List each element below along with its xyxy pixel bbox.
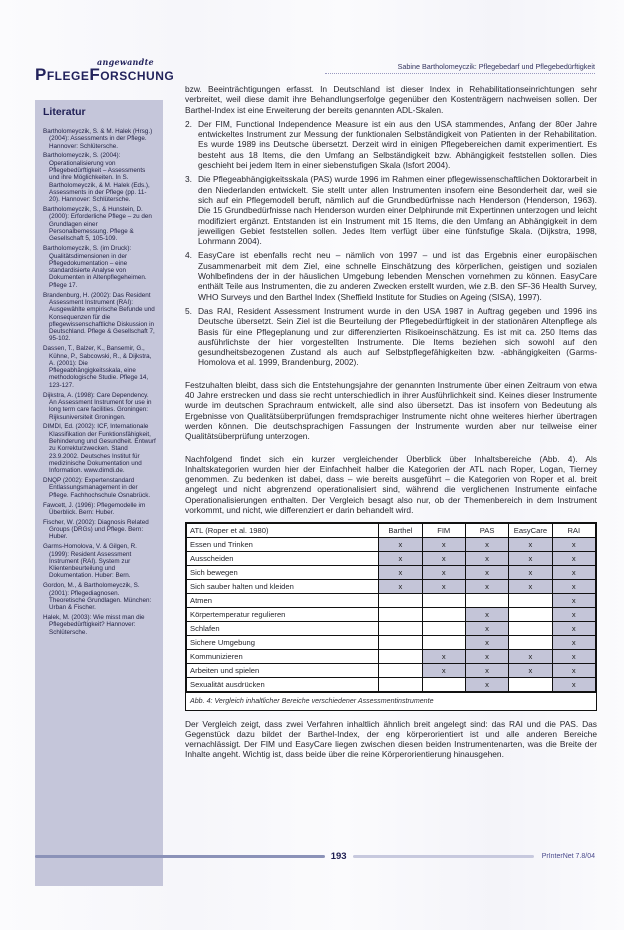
mark-cell-empty bbox=[379, 622, 422, 636]
mark-cell-checked: x bbox=[552, 650, 595, 664]
row-label: Ausscheiden bbox=[187, 552, 379, 566]
item-number: 5. bbox=[185, 305, 192, 316]
mark-cell-checked: x bbox=[465, 608, 508, 622]
numbered-item bbox=[185, 306, 597, 368]
table-row bbox=[187, 608, 596, 622]
mark-cell-empty bbox=[379, 594, 422, 608]
mark-cell-checked: x bbox=[465, 566, 508, 580]
reference-item: Bartholomeyczik, S., & Hunstein, D. (2000): Erforderliche Pflege – zu den Grundlagen einer Personalbemessung. Pflege & Gesellschaft 5, 105-109. bbox=[43, 206, 152, 243]
mark-cell-empty bbox=[465, 594, 508, 608]
table-row bbox=[187, 538, 596, 552]
mark-cell-empty bbox=[422, 594, 465, 608]
mark-cell-checked: x bbox=[422, 580, 465, 594]
row-label: Kommunizieren bbox=[187, 650, 379, 664]
reference-item: DNQP (2002): Expertenstandard Entlassungsmanagement in der Pflege. Fachhochschule Osnabrück. bbox=[43, 477, 151, 499]
mark-cell-checked: x bbox=[465, 552, 508, 566]
reference-item: Bartholomeyczik, S. & M. Halek (Hrsg.) (2004): Assessments in der Pflege. Hannover: Schlütersche. bbox=[43, 128, 153, 150]
mark-cell-checked: x bbox=[422, 650, 465, 664]
item-text: Der FIM, Functional Independence Measure ist ein aus den USA stammendes, Anfang der 80er Jahre entwickeltes Instrument zur Messung der funktionalen Selbständigkeit von Patienten in der Rehabilitation. Es wurde 1989 ins Deutsche übersetzt. Derzeit wird in einigen Pflegebereichen damit experimentiert. Es besteht aus 18 Items, die den Umfang an Selbständigkeit bzw. Abhängigkeit feststellen sollen. Dies geschieht bei jedem Item in einer siebenstufigen Skala (Isfort 2004). bbox=[198, 118, 597, 171]
row-label: Sich sauber halten und kleiden bbox=[187, 580, 379, 594]
mark-cell-checked: x bbox=[379, 552, 422, 566]
item-number: 2. bbox=[185, 118, 192, 129]
literature-sidebar bbox=[35, 100, 163, 886]
row-label: Schlafen bbox=[187, 622, 379, 636]
table-row bbox=[187, 552, 596, 566]
mark-cell-empty bbox=[509, 608, 552, 622]
column-header: EasyCare bbox=[509, 524, 552, 538]
item-text: Das RAI, Resident Assessment Instrument wurde in den USA 1987 in Auftrag gegeben und 1996 ins Deutsche übersetzt. Sein Ziel ist die Beurteilung der Pflegebedürftigkeit in der stationären Altenpflege als Basis für eine Pflegeplanung und zur differenzierten Risikoeinschätzung. Es ist mit ca. 250 Items das ausführlichste der hier vorgestellten Instrumente. Die Items beziehen sich sowohl auf den gesundheitsbezogenen Zustand als auch auf Selbstpflegefähigkeiten bzw. -abhängigkeiten (Garms-Homolova et al. 1999, Brandenburg, 2002). bbox=[198, 305, 597, 368]
mark-cell-checked: x bbox=[509, 650, 552, 664]
table-row bbox=[187, 636, 596, 650]
mark-cell-checked: x bbox=[552, 594, 595, 608]
mark-cell-checked: x bbox=[552, 552, 595, 566]
mark-cell-checked: x bbox=[465, 622, 508, 636]
mark-cell-empty bbox=[422, 608, 465, 622]
journal-issue-label: PrInterNet 7.8/04 bbox=[541, 853, 595, 860]
mark-cell-empty bbox=[379, 608, 422, 622]
comparison-table bbox=[186, 523, 596, 692]
paragraph-nachfolgend: Nachfolgend findet sich ein kurzer vergleichender Überblick über Inhaltsbereiche (Abb. 4). Als Inhaltskategorien wurden hier der Einfachheit halber die Kategorien der ATL nach Roper, Logan, Tierney genommen. Zu bedenken ist dabei, dass – wie bereits ausgeführt – die Kategorien von Roper et al. breit angelegt und nicht abgrenzend operationalisiert sind, während die verglichenen Instrumente einfache Operationalisierungen enthalten. Der Vergleich besagt also nur, ob der Themenbereich in dem Instrument vorkommt, und nicht, wie differenziert er darin behandelt wird. bbox=[185, 453, 597, 515]
page-number: 193 bbox=[330, 851, 347, 862]
intro-paragraph: bzw. Beeinträchtigungen erfasst. In Deutschland ist dieser Index in Rehabilitationseinrichtungen sehr verbreitet, weil diese damit ihre Behandlungserfolge gegenüber den Kostenträgern nachweisen sollen. Der Barthel-Index ist eine Erweiterung der bereits genannten ADL-Skalen. bbox=[185, 84, 597, 115]
reference-item: Garms-Homolova, V. & Gilgen, R. (1999): Resident Assessment Instrument (RAI). System zur Klientenbeurteilung und Dokumentation. Huber: Bern. bbox=[43, 543, 137, 580]
table-row bbox=[187, 650, 596, 664]
reference-item: Halek, M. (2003): Wie misst man die Pflegebedürftigkeit? Hannover: Schlütersche. bbox=[43, 614, 145, 636]
mark-cell-empty bbox=[422, 636, 465, 650]
comparison-table-body bbox=[187, 538, 596, 692]
row-label: Essen und Trinken bbox=[187, 538, 379, 552]
column-header: FIM bbox=[422, 524, 465, 538]
item-number: 4. bbox=[185, 250, 192, 261]
mark-cell-empty bbox=[509, 594, 552, 608]
row-label: Sichere Umgebung bbox=[187, 636, 379, 650]
mark-cell-checked: x bbox=[422, 664, 465, 678]
mark-cell-checked: x bbox=[552, 580, 595, 594]
comparison-table-head bbox=[187, 524, 596, 538]
mark-cell-empty bbox=[422, 622, 465, 636]
reference-item: Bartholomeyczik, S. (2004): Operationalisierung von Pflegebedürftigkeit – Assessments und ihre Möglichkeiten. In S. Bartholomeyczik, & M. Halek (Eds.), Assessments in der Pflege (pp. 11-20). Hannover: Schlütersche. bbox=[43, 152, 150, 204]
numbered-item bbox=[185, 119, 597, 170]
numbered-item bbox=[185, 250, 597, 301]
row-label: Sexualität ausdrücken bbox=[187, 678, 379, 692]
journal-logo bbox=[35, 58, 205, 92]
mark-cell-empty bbox=[379, 678, 422, 692]
mark-cell-checked: x bbox=[422, 566, 465, 580]
column-header: Barthel bbox=[379, 524, 422, 538]
mark-cell-checked: x bbox=[509, 552, 552, 566]
column-header: ATL (Roper et al. 1980) bbox=[187, 524, 379, 538]
numbered-list bbox=[185, 119, 597, 368]
footer-rule-left bbox=[35, 855, 325, 859]
footer-rule-right bbox=[353, 855, 534, 858]
logo-main-word: PflegeForschung bbox=[35, 65, 175, 84]
table-header-row bbox=[187, 524, 596, 538]
mark-cell-empty bbox=[509, 678, 552, 692]
reference-item: Fawcett, J. (1996): Pflegemodelle im Überblick. Bern: Huber. bbox=[43, 501, 146, 516]
reference-item: Bartholomeyczik, S. (im Druck): Qualitätsdimensionen in der Pflegedokumentation – eine standardisierte Analyse von Dokumenten in Altenpflegeheimen. Pflege 17. bbox=[43, 245, 147, 289]
table-row bbox=[187, 580, 596, 594]
column-header: PAS bbox=[465, 524, 508, 538]
table-row bbox=[187, 678, 596, 692]
item-text: EasyCare ist ebenfalls recht neu – nämlich von 1997 – und ist das Ergebnis einer europäischen Zusammenarbeit mit dem Ziel, eine schnelle Einschätzung des körperlichen, geistigen und sozialen Wohlbefindens der in der häuslichen Umgebung lebenden Menschen vornehmen zu können. EasyCare enthält Teile aus Instrumenten, die zu anderen Zwecken erstellt wurden, wie z.B. den SF-36 Health Survey, WHO Surveys und den Barthel Index (Sheffield Institute for Studies on Ageing (SISA), 1997). bbox=[198, 250, 597, 302]
mark-cell-checked: x bbox=[552, 622, 595, 636]
reference-list bbox=[43, 128, 156, 636]
mark-cell-checked: x bbox=[552, 538, 595, 552]
closing-paragraph: Der Vergleich zeigt, dass zwei Verfahren inhaltlich ähnlich breit angelegt sind: das RAI und die PAS. Das Gegenstück dazu bildet der Barthel-Index, der eng körperorientiert ist und alle anderen Bereiche vernachlässigt. Der FIM und EasyCare liegen zwischen diesen beiden Instrumentenarten, was die Breite der Inhalte angeht. Wichtig ist, dass beide über die reine Körperorientierung hinausgehen. bbox=[185, 718, 597, 760]
reference-item: Fischer, W. (2002): Diagnosis Related Groups (DRGs) und Pflege. Bern: Huber. bbox=[43, 518, 149, 541]
item-number: 3. bbox=[185, 174, 192, 185]
mark-cell-empty bbox=[422, 678, 465, 692]
mark-cell-checked: x bbox=[379, 538, 422, 552]
mark-cell-checked: x bbox=[465, 678, 508, 692]
mark-cell-checked: x bbox=[552, 636, 595, 650]
numbered-item bbox=[185, 174, 597, 246]
reference-item: DIMDI, Ed. (2002): ICF, Internationale Klassifikation der Funktionsfähigkeit, Behinderung und Gesundheit. Entwurf zu Korrekturzwecken. Stand 23.9.2002. Deutsches Institut für medizinische Dokumentation und Information. www.dimdi.de. bbox=[43, 423, 156, 475]
mark-cell-checked: x bbox=[465, 636, 508, 650]
mark-cell-checked: x bbox=[509, 580, 552, 594]
mark-cell-checked: x bbox=[552, 566, 595, 580]
mark-cell-checked: x bbox=[465, 650, 508, 664]
mark-cell-empty bbox=[379, 664, 422, 678]
figure-abb4 bbox=[185, 522, 597, 710]
running-head: Sabine Bartholomeyczik: Pflegebedarf und Pflegebedürftigkeit bbox=[325, 62, 595, 74]
mark-cell-checked: x bbox=[552, 664, 595, 678]
mark-cell-checked: x bbox=[422, 538, 465, 552]
table-row bbox=[187, 664, 596, 678]
reference-item: Gordon, M., & Bartholomeyczik, S. (2001): Pflegediagnosen. Theoretische Grundlagen. München: Urban & Fischer. bbox=[43, 582, 152, 612]
mark-cell-empty bbox=[379, 636, 422, 650]
reference-item: Dijkstra, A. (1998): Care Dependency. An Assessment Instrument for use in long term care facilities. Groningen: Rijksuniversiteit Groningen. bbox=[43, 391, 152, 421]
table-row bbox=[187, 622, 596, 636]
figure-caption: Abb. 4: Vergleich inhaltlicher Bereiche verschiedener Assessmentinstrumente bbox=[186, 692, 596, 709]
mark-cell-checked: x bbox=[465, 580, 508, 594]
reference-item: Dassen, T., Balzer, K., Bansemir, G., Kühne, P., Sabcowski, R., & Dijkstra, A. (2001): Die Pflegeabhängigkeitsskala, eine methodologische Studie. Pflege 14, 123-127. bbox=[43, 345, 152, 389]
mark-cell-checked: x bbox=[509, 538, 552, 552]
mark-cell-empty bbox=[509, 636, 552, 650]
mark-cell-checked: x bbox=[509, 566, 552, 580]
row-label: Arbeiten und spielen bbox=[187, 664, 379, 678]
mark-cell-checked: x bbox=[379, 580, 422, 594]
mark-cell-checked: x bbox=[552, 678, 595, 692]
mark-cell-checked: x bbox=[465, 538, 508, 552]
main-column bbox=[185, 84, 597, 764]
mark-cell-checked: x bbox=[422, 552, 465, 566]
mark-cell-empty bbox=[379, 650, 422, 664]
mark-cell-checked: x bbox=[552, 608, 595, 622]
mark-cell-checked: x bbox=[465, 664, 508, 678]
paragraph-festzuhalten: Festzuhalten bleibt, dass sich die Entstehungsjahre der genannten Instrumente über einen Zeitraum von etwa 40 Jahre erstrecken und dass sie recht unterschiedlich in ihrer Ausführlichkeit sind. Keines dieser Instrumente wurde im deutschen Sprachraum entwickelt, alle sind also übersetzt. Das ist insofern von Bedeutung als Ergebnisse von Qualitätsüberprüfungen fremdsprachiger Instrumente nicht ohne weiteres hierher übertragen werden können. Die deutschsprachigen Fassungen der Instrumente wurden aber nur teilweise einer Qualitätsüberprüfung unterzogen. bbox=[185, 379, 597, 442]
item-text: Die Pflegeabhängigkeitsskala (PAS) wurde 1996 im Rahmen einer pflegewissenschaftlichen Doktorarbeit in den Niederlanden entwickelt. Sie stellt unter allen Instrumenten insofern eine Besonderheit dar, weil sie sich auf ein Pflegemodell beruft, nämlich auf die Grundbedürfnisse nach Henderson (Henderson, 1963). Die 15 Grundbedürfnisse nach Henderson wurden einer Delphirunde mit Expertinnen unterzogen und leicht modifiziert ergänzt. Entstanden ist ein Instrument mit 15 Items, die den Umfang an Abhängigkeit in dem jeweiligen Gebiet feststellen sollen. Jedes Item verfügt über eine fünfstufige Skala. (Dijkstra, 1998, Lohrmann 2004). bbox=[198, 174, 597, 247]
sidebar-title: Literatur bbox=[43, 106, 86, 118]
page-footer bbox=[35, 851, 595, 862]
table-row bbox=[187, 566, 596, 580]
reference-item: Brandenburg, H. (2002): Das Resident Assessment Instrument (RAI): Ausgewählte empirische Befunde und Konsequenzen für die pflegewissenschaftliche Diskussion in Deutschland. Pflege & Gesellschaft 7, 95-102. bbox=[43, 291, 155, 343]
row-label: Körpertemperatur regulieren bbox=[187, 608, 379, 622]
mark-cell-checked: x bbox=[509, 664, 552, 678]
row-label: Sich bewegen bbox=[187, 566, 379, 580]
row-label: Atmen bbox=[187, 594, 379, 608]
table-row bbox=[187, 594, 596, 608]
column-header: RAI bbox=[552, 524, 595, 538]
logo-script-word: angewandte bbox=[97, 57, 154, 67]
mark-cell-empty bbox=[509, 622, 552, 636]
mark-cell-checked: x bbox=[379, 566, 422, 580]
